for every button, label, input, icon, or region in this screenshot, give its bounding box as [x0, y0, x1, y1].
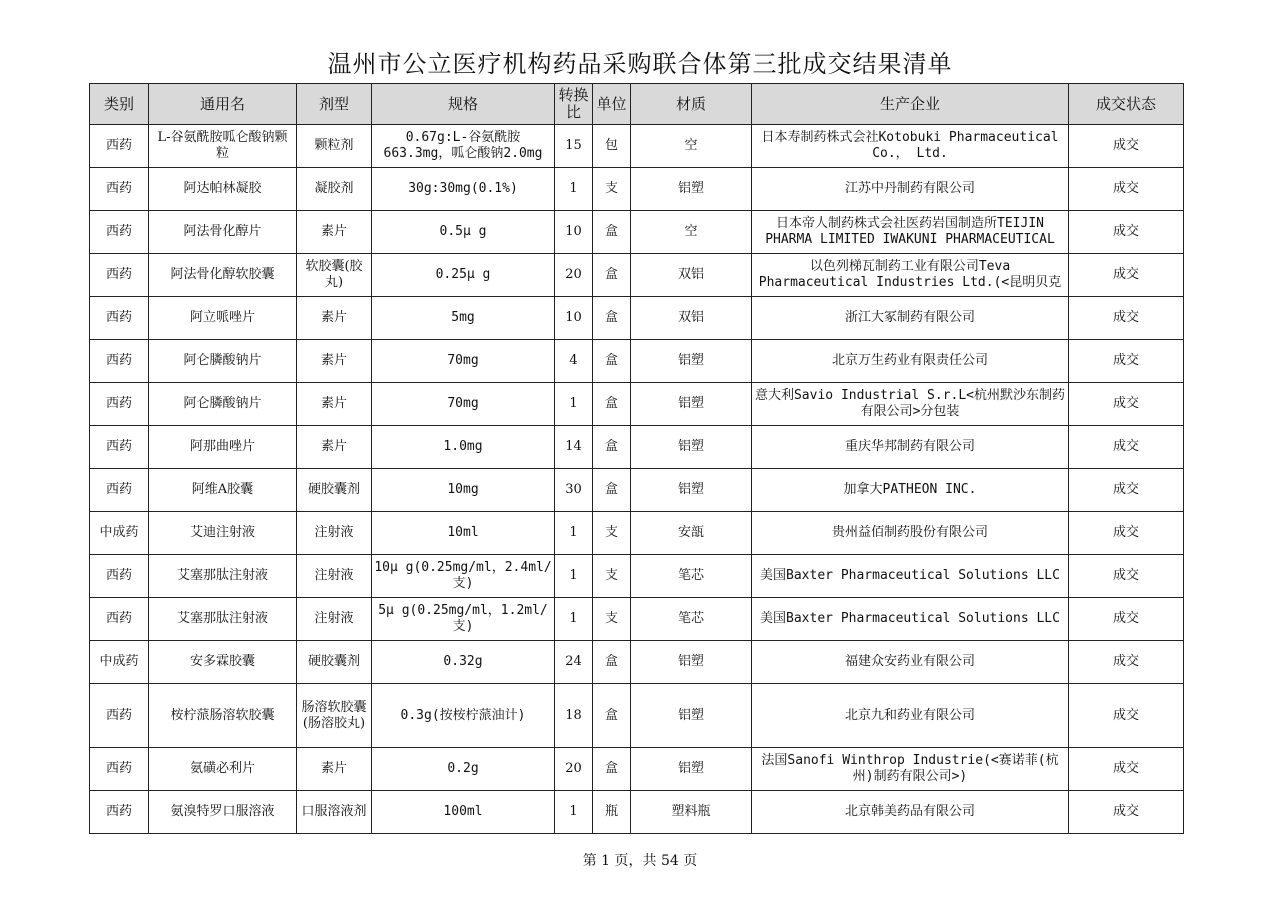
- cell-category: 西药: [90, 297, 149, 340]
- cell-unit: 盒: [593, 469, 631, 512]
- cell-generic-name: 阿维A胶囊: [149, 469, 297, 512]
- cell-generic-name: 阿法骨化醇软胶囊: [149, 254, 297, 297]
- cell-spec: 10μ g(0.25mg/ml，2.4ml/支): [372, 555, 555, 598]
- cell-generic-name: 氨磺必利片: [149, 748, 297, 791]
- cell-generic-name: 艾迪注射液: [149, 512, 297, 555]
- cell-manufacturer: 贵州益佰制药股份有限公司: [752, 512, 1069, 555]
- cell-generic-name: 艾塞那肽注射液: [149, 598, 297, 641]
- cell-status: 成交: [1069, 426, 1184, 469]
- table-row: [90, 791, 1184, 834]
- table-row: [90, 340, 1184, 383]
- table-row: [90, 168, 1184, 211]
- cell-category: 西药: [90, 168, 149, 211]
- cell-material: 铝塑: [631, 641, 752, 684]
- cell-manufacturer: 浙江大冢制药有限公司: [752, 297, 1069, 340]
- cell-manufacturer: 江苏中丹制药有限公司: [752, 168, 1069, 211]
- table-row: [90, 254, 1184, 297]
- cell-conversion: 10: [555, 297, 593, 340]
- cell-spec: 10mg: [372, 469, 555, 512]
- cell-unit: 盒: [593, 426, 631, 469]
- cell-generic-name: 阿那曲唑片: [149, 426, 297, 469]
- cell-generic-name: L-谷氨酰胺呱仑酸钠颗粒: [149, 125, 297, 168]
- cell-generic-name: 阿仑膦酸钠片: [149, 340, 297, 383]
- header-spec: 规格: [372, 84, 555, 125]
- cell-generic-name: 阿仑膦酸钠片: [149, 383, 297, 426]
- cell-unit: 支: [593, 598, 631, 641]
- table-row: [90, 125, 1184, 168]
- cell-dosage-form: 素片: [297, 211, 372, 254]
- table-body: [90, 125, 1184, 834]
- cell-status: 成交: [1069, 211, 1184, 254]
- cell-conversion: 1: [555, 598, 593, 641]
- cell-status: 成交: [1069, 297, 1184, 340]
- cell-manufacturer: 北京韩美药品有限公司: [752, 791, 1069, 834]
- cell-category: 西药: [90, 254, 149, 297]
- cell-manufacturer: 重庆华邦制药有限公司: [752, 426, 1069, 469]
- cell-unit: 瓶: [593, 791, 631, 834]
- cell-status: 成交: [1069, 748, 1184, 791]
- cell-conversion: 1: [555, 791, 593, 834]
- cell-spec: 5μ g(0.25mg/ml，1.2ml/支): [372, 598, 555, 641]
- header-status: 成交状态: [1069, 84, 1184, 125]
- cell-conversion: 20: [555, 748, 593, 791]
- cell-manufacturer: 意大利Savio Industrial S.r.L<杭州默沙东制药有限公司>分包装: [752, 383, 1069, 426]
- cell-manufacturer: 法国Sanofi Winthrop Industrie(<赛诺菲(杭州)制药有限公司>): [752, 748, 1069, 791]
- cell-unit: 支: [593, 168, 631, 211]
- cell-category: 西药: [90, 748, 149, 791]
- table-header-row: [90, 84, 1184, 125]
- cell-unit: 支: [593, 512, 631, 555]
- cell-category: 西药: [90, 791, 149, 834]
- cell-generic-name: 阿达帕林凝胶: [149, 168, 297, 211]
- cell-unit: 盒: [593, 297, 631, 340]
- cell-spec: 0.3g(按桉柠蒎油计): [372, 684, 555, 748]
- cell-manufacturer: 日本帝人制药株式会社医药岩国制造所TEIJIN PHARMA LIMITED IWAKUNI PHARMACEUTICAL: [752, 211, 1069, 254]
- cell-generic-name: 桉柠蒎肠溶软胶囊: [149, 684, 297, 748]
- cell-spec: 70mg: [372, 383, 555, 426]
- cell-dosage-form: 软胶囊(胶丸): [297, 254, 372, 297]
- cell-category: 西药: [90, 555, 149, 598]
- cell-category: 西药: [90, 598, 149, 641]
- cell-conversion: 18: [555, 684, 593, 748]
- cell-status: 成交: [1069, 641, 1184, 684]
- header-unit: 单位: [593, 84, 631, 125]
- table-row: [90, 555, 1184, 598]
- cell-unit: 盒: [593, 254, 631, 297]
- cell-status: 成交: [1069, 469, 1184, 512]
- cell-material: 空: [631, 211, 752, 254]
- cell-material: 安瓿: [631, 512, 752, 555]
- cell-dosage-form: 注射液: [297, 555, 372, 598]
- cell-material: 铝塑: [631, 748, 752, 791]
- cell-category: 西药: [90, 125, 149, 168]
- cell-manufacturer: 北京九和药业有限公司: [752, 684, 1069, 748]
- cell-unit: 盒: [593, 684, 631, 748]
- cell-spec: 0.2g: [372, 748, 555, 791]
- cell-category: 中成药: [90, 641, 149, 684]
- cell-status: 成交: [1069, 512, 1184, 555]
- cell-status: 成交: [1069, 168, 1184, 211]
- cell-spec: 0.67g:L-谷氨酰胺663.3mg，呱仑酸钠2.0mg: [372, 125, 555, 168]
- cell-material: 铝塑: [631, 684, 752, 748]
- cell-conversion: 1: [555, 555, 593, 598]
- cell-generic-name: 氨溴特罗口服溶液: [149, 791, 297, 834]
- cell-dosage-form: 颗粒剂: [297, 125, 372, 168]
- cell-conversion: 14: [555, 426, 593, 469]
- table-row: [90, 426, 1184, 469]
- cell-dosage-form: 肠溶软胶囊(肠溶胶丸): [297, 684, 372, 748]
- header-dosage-form: 剂型: [297, 84, 372, 125]
- cell-spec: 0.32g: [372, 641, 555, 684]
- cell-spec: 100ml: [372, 791, 555, 834]
- cell-material: 铝塑: [631, 469, 752, 512]
- cell-dosage-form: 注射液: [297, 512, 372, 555]
- cell-manufacturer: 加拿大PATHEON INC.: [752, 469, 1069, 512]
- cell-conversion: 20: [555, 254, 593, 297]
- cell-status: 成交: [1069, 598, 1184, 641]
- cell-status: 成交: [1069, 125, 1184, 168]
- cell-unit: 盒: [593, 340, 631, 383]
- cell-dosage-form: 口服溶液剂: [297, 791, 372, 834]
- cell-manufacturer: 北京万生药业有限责任公司: [752, 340, 1069, 383]
- cell-dosage-form: 素片: [297, 426, 372, 469]
- cell-dosage-form: 凝胶剂: [297, 168, 372, 211]
- cell-material: 塑料瓶: [631, 791, 752, 834]
- cell-status: 成交: [1069, 684, 1184, 748]
- header-conversion: 转换比: [555, 84, 593, 125]
- cell-spec: 0.25μ g: [372, 254, 555, 297]
- cell-unit: 盒: [593, 748, 631, 791]
- cell-unit: 盒: [593, 211, 631, 254]
- table-row: [90, 641, 1184, 684]
- table-row: [90, 383, 1184, 426]
- cell-conversion: 1: [555, 383, 593, 426]
- table-row: [90, 598, 1184, 641]
- page-title: 温州市公立医疗机构药品采购联合体第三批成交结果清单: [327, 50, 953, 78]
- cell-conversion: 1: [555, 168, 593, 211]
- cell-status: 成交: [1069, 555, 1184, 598]
- cell-manufacturer: 美国Baxter Pharmaceutical Solutions LLC: [752, 598, 1069, 641]
- cell-spec: 0.5μ g: [372, 211, 555, 254]
- table-row: [90, 512, 1184, 555]
- header-material: 材质: [631, 84, 752, 125]
- cell-unit: 包: [593, 125, 631, 168]
- header-generic-name: 通用名: [149, 84, 297, 125]
- cell-status: 成交: [1069, 340, 1184, 383]
- cell-material: 铝塑: [631, 168, 752, 211]
- cell-status: 成交: [1069, 791, 1184, 834]
- cell-dosage-form: 素片: [297, 297, 372, 340]
- cell-generic-name: 阿立哌唑片: [149, 297, 297, 340]
- cell-generic-name: 艾塞那肽注射液: [149, 555, 297, 598]
- results-table: [89, 83, 1184, 834]
- cell-category: 西药: [90, 211, 149, 254]
- table-row: [90, 684, 1184, 748]
- cell-material: 笔芯: [631, 555, 752, 598]
- cell-category: 西药: [90, 684, 149, 748]
- cell-manufacturer: 以色列梯瓦制药工业有限公司Teva Pharmaceutical Industries Ltd.(<昆明贝克: [752, 254, 1069, 297]
- cell-unit: 盒: [593, 383, 631, 426]
- cell-manufacturer: 福建众安药业有限公司: [752, 641, 1069, 684]
- cell-material: 铝塑: [631, 383, 752, 426]
- table-row: [90, 469, 1184, 512]
- cell-conversion: 1: [555, 512, 593, 555]
- cell-category: 西药: [90, 340, 149, 383]
- cell-category: 西药: [90, 426, 149, 469]
- cell-spec: 1.0mg: [372, 426, 555, 469]
- cell-manufacturer: 美国Baxter Pharmaceutical Solutions LLC: [752, 555, 1069, 598]
- cell-material: 铝塑: [631, 426, 752, 469]
- table-row: [90, 297, 1184, 340]
- table-row: [90, 211, 1184, 254]
- cell-manufacturer: 日本寿制药株式会社Kotobuki Pharmaceutical Co.， Ltd.: [752, 125, 1069, 168]
- cell-unit: 盒: [593, 641, 631, 684]
- cell-spec: 70mg: [372, 340, 555, 383]
- cell-dosage-form: 素片: [297, 383, 372, 426]
- cell-category: 西药: [90, 469, 149, 512]
- cell-conversion: 24: [555, 641, 593, 684]
- cell-material: 笔芯: [631, 598, 752, 641]
- cell-conversion: 10: [555, 211, 593, 254]
- cell-category: 中成药: [90, 512, 149, 555]
- cell-spec: 5mg: [372, 297, 555, 340]
- cell-status: 成交: [1069, 383, 1184, 426]
- cell-material: 双铝: [631, 297, 752, 340]
- cell-status: 成交: [1069, 254, 1184, 297]
- cell-generic-name: 阿法骨化醇片: [149, 211, 297, 254]
- cell-conversion: 30: [555, 469, 593, 512]
- cell-spec: 10ml: [372, 512, 555, 555]
- cell-dosage-form: 硬胶囊剂: [297, 641, 372, 684]
- cell-generic-name: 安多霖胶囊: [149, 641, 297, 684]
- cell-material: 铝塑: [631, 340, 752, 383]
- page-footer: 第 1 页，共 54 页: [582, 853, 698, 869]
- cell-conversion: 15: [555, 125, 593, 168]
- cell-unit: 支: [593, 555, 631, 598]
- cell-dosage-form: 素片: [297, 748, 372, 791]
- table-row: [90, 748, 1184, 791]
- cell-material: 空: [631, 125, 752, 168]
- cell-spec: 30g:30mg(0.1%): [372, 168, 555, 211]
- header-manufacturer: 生产企业: [752, 84, 1069, 125]
- header-category: 类别: [90, 84, 149, 125]
- cell-material: 双铝: [631, 254, 752, 297]
- cell-category: 西药: [90, 383, 149, 426]
- cell-dosage-form: 素片: [297, 340, 372, 383]
- cell-conversion: 4: [555, 340, 593, 383]
- cell-dosage-form: 硬胶囊剂: [297, 469, 372, 512]
- cell-dosage-form: 注射液: [297, 598, 372, 641]
